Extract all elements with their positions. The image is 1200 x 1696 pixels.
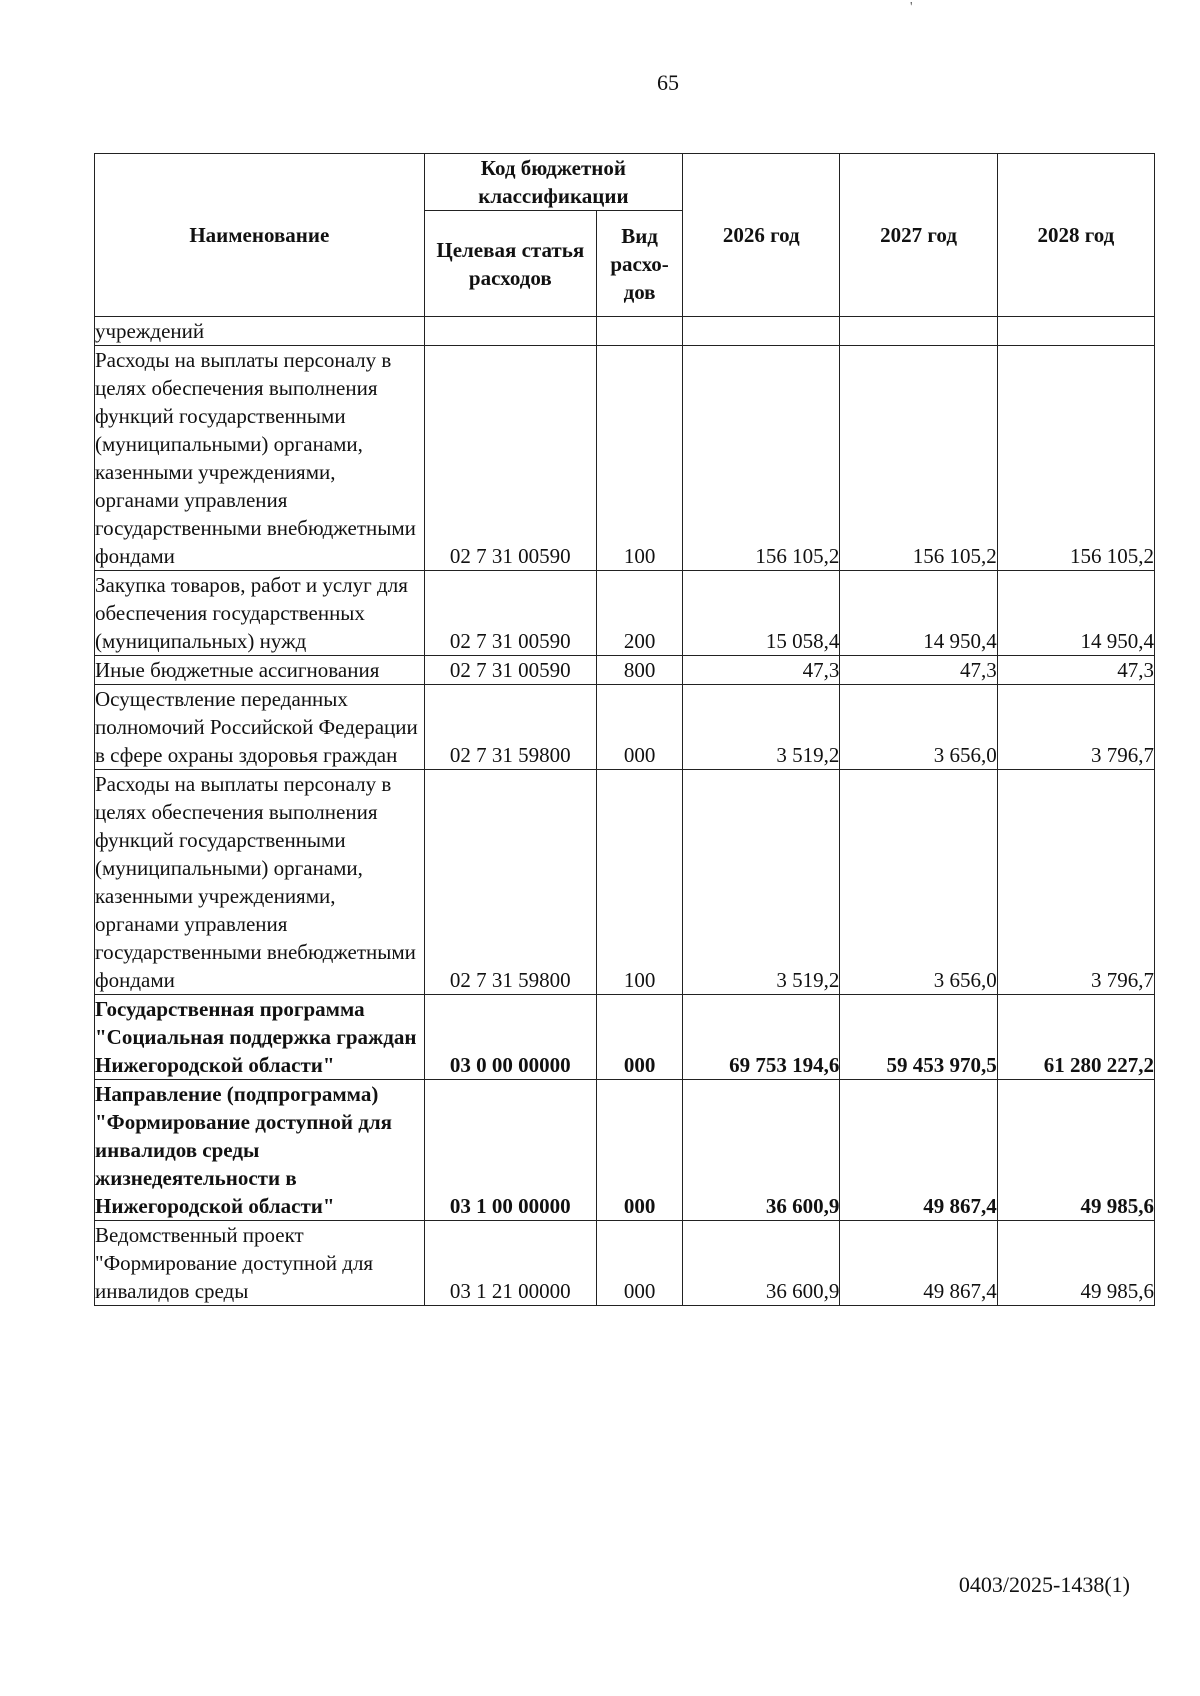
table-row <box>95 1221 1155 1306</box>
budget-table <box>94 153 1155 1306</box>
row-target-article <box>424 317 596 346</box>
row-expense-type: 800 <box>596 656 682 685</box>
row-target-article: 02 7 31 00590 <box>424 571 596 656</box>
row-target-article: 03 1 00 00000 <box>424 1080 596 1221</box>
row-value-2028: 47,3 <box>997 656 1154 685</box>
row-value-2027: 3 656,0 <box>840 770 997 995</box>
table-row <box>95 685 1155 770</box>
row-value-2026: 36 600,9 <box>683 1221 840 1306</box>
row-target-article: 02 7 31 00590 <box>424 656 596 685</box>
row-value-2026: 15 058,4 <box>683 571 840 656</box>
header-code-group: Код бюджетной классификации <box>424 154 683 211</box>
row-value-2028: 49 985,6 <box>997 1080 1154 1221</box>
header-year-2028: 2028 год <box>997 154 1154 317</box>
row-value-2028: 156 105,2 <box>997 346 1154 571</box>
header-name: Наименование <box>95 154 425 317</box>
row-target-article: 02 7 31 59800 <box>424 770 596 995</box>
row-name: Расходы на выплаты персоналу в целях обеспечения выполнения функций государственными (муниципальными) органами, казенными учреждениями, органами управления государственными внебюджетными фондами <box>95 770 425 995</box>
table-row <box>95 571 1155 656</box>
row-value-2027 <box>840 317 997 346</box>
table-row <box>95 995 1155 1080</box>
row-name: Иные бюджетные ассигнования <box>95 656 425 685</box>
row-name: Расходы на выплаты персоналу в целях обеспечения выполнения функций государственными (муниципальными) органами, казенными учреждениями, органами управления государственными внебюджетными фондами <box>95 346 425 571</box>
stray-mark: ' <box>910 0 913 15</box>
row-value-2026 <box>683 317 840 346</box>
row-value-2027: 14 950,4 <box>840 571 997 656</box>
table-row <box>95 317 1155 346</box>
row-value-2028: 49 985,6 <box>997 1221 1154 1306</box>
row-expense-type: 000 <box>596 995 682 1080</box>
document-id: 0403/2025-1438(1) <box>958 1572 1130 1597</box>
row-name: Ведомственный проект "Формирование доступной для инвалидов среды <box>95 1221 425 1306</box>
header-target-article: Целевая статья расходов <box>424 211 596 317</box>
row-name: Осуществление переданных полномочий Российской Федерации в сфере охраны здоровья граждан <box>95 685 425 770</box>
row-target-article: 02 7 31 00590 <box>424 346 596 571</box>
row-value-2027: 3 656,0 <box>840 685 997 770</box>
row-expense-type: 000 <box>596 685 682 770</box>
row-value-2026: 3 519,2 <box>683 770 840 995</box>
header-year-2027: 2027 год <box>840 154 997 317</box>
row-target-article: 03 1 21 00000 <box>424 1221 596 1306</box>
row-name: Направление (подпрограмма) "Формирование доступной для инвалидов среды жизнедеятельности в Нижегородской области" <box>95 1080 425 1221</box>
row-value-2027: 49 867,4 <box>840 1221 997 1306</box>
row-value-2028: 3 796,7 <box>997 685 1154 770</box>
page-number: 65 <box>657 70 679 95</box>
row-value-2026: 156 105,2 <box>683 346 840 571</box>
row-value-2028: 61 280 227,2 <box>997 995 1154 1080</box>
row-expense-type: 200 <box>596 571 682 656</box>
row-value-2026: 47,3 <box>683 656 840 685</box>
row-value-2026: 3 519,2 <box>683 685 840 770</box>
row-value-2027: 49 867,4 <box>840 1080 997 1221</box>
table-row <box>95 346 1155 571</box>
row-target-article: 02 7 31 59800 <box>424 685 596 770</box>
row-value-2028: 3 796,7 <box>997 770 1154 995</box>
row-expense-type: 000 <box>596 1080 682 1221</box>
table-row <box>95 1080 1155 1221</box>
row-expense-type: 100 <box>596 346 682 571</box>
row-name: Закупка товаров, работ и услуг для обеспечения государственных (муниципальных) нужд <box>95 571 425 656</box>
row-name: Государственная программа "Социальная поддержка граждан Нижегородской области" <box>95 995 425 1080</box>
header-expense-type: Вид расхо-дов <box>596 211 682 317</box>
row-value-2028: 14 950,4 <box>997 571 1154 656</box>
row-name: учреждений <box>95 317 425 346</box>
row-value-2026: 36 600,9 <box>683 1080 840 1221</box>
row-value-2028 <box>997 317 1154 346</box>
row-expense-type: 100 <box>596 770 682 995</box>
row-value-2027: 59 453 970,5 <box>840 995 997 1080</box>
row-value-2027: 156 105,2 <box>840 346 997 571</box>
row-value-2026: 69 753 194,6 <box>683 995 840 1080</box>
header-year-2026: 2026 год <box>683 154 840 317</box>
table-row <box>95 770 1155 995</box>
row-value-2027: 47,3 <box>840 656 997 685</box>
row-expense-type <box>596 317 682 346</box>
row-target-article: 03 0 00 00000 <box>424 995 596 1080</box>
table-row <box>95 656 1155 685</box>
row-expense-type: 000 <box>596 1221 682 1306</box>
